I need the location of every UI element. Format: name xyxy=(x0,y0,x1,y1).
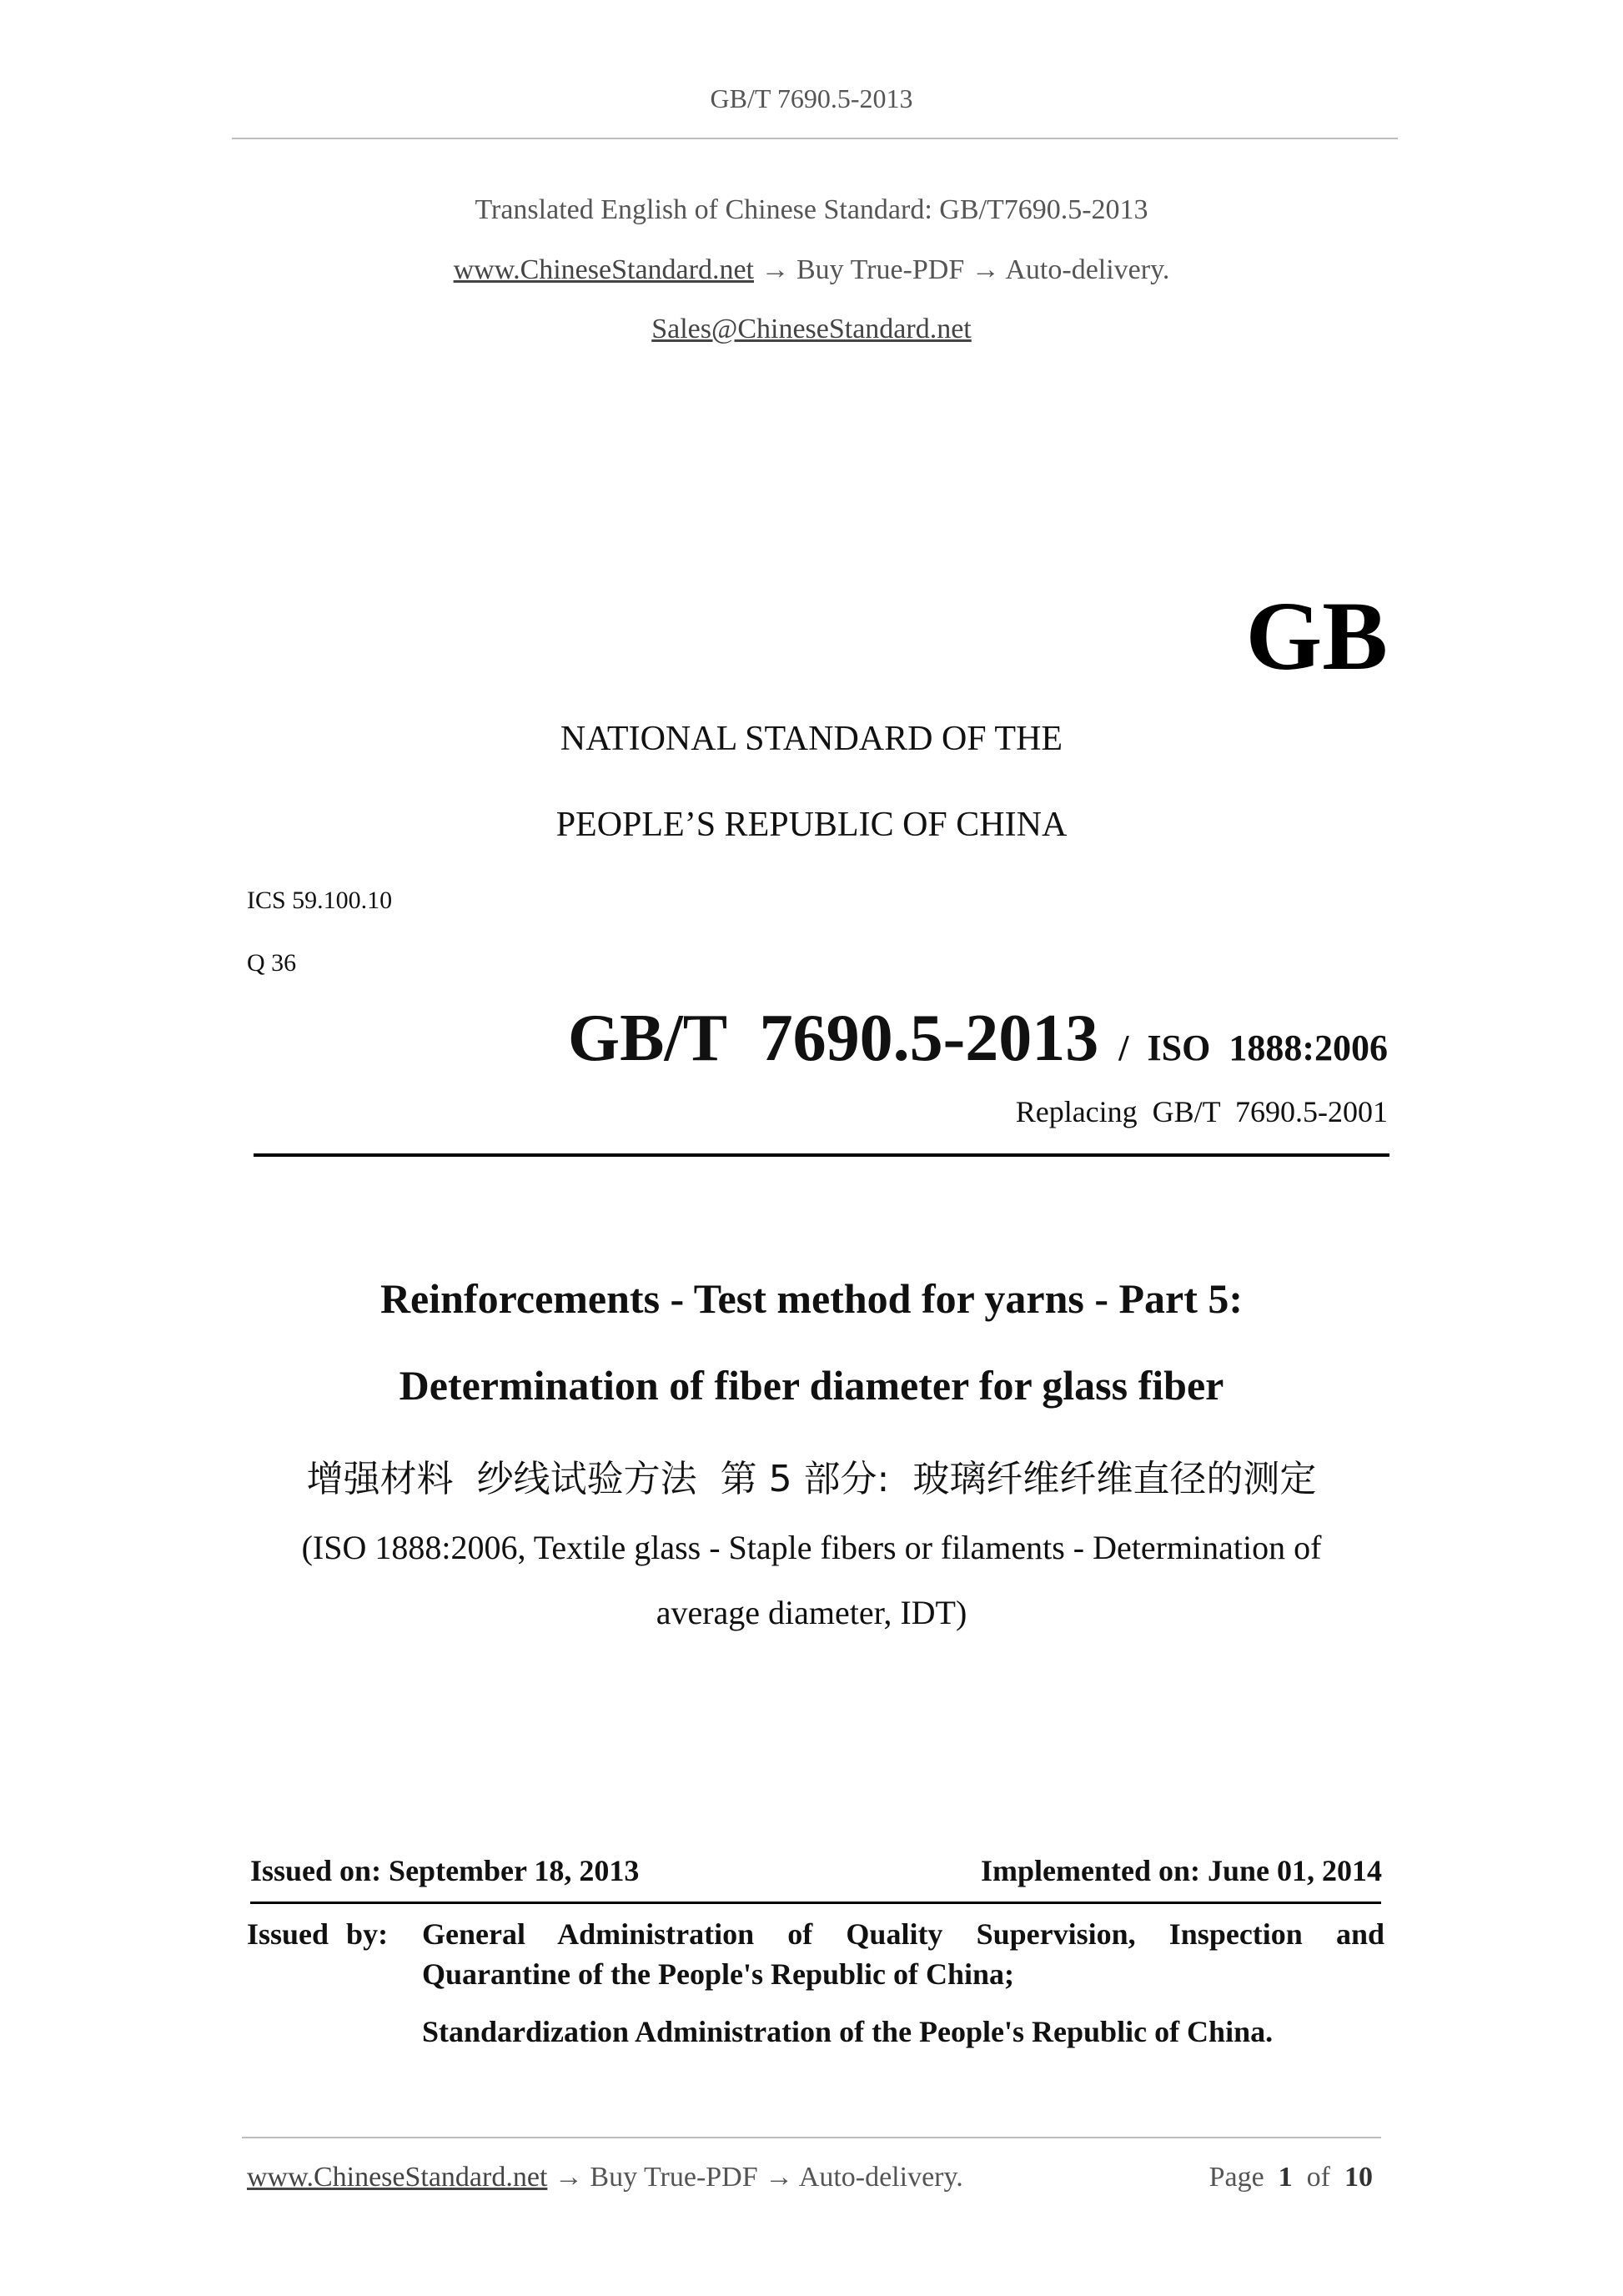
iso-description-line2: average diameter, IDT) xyxy=(656,1594,967,1631)
standard-number: GB/T 7690.5-2013 xyxy=(567,1002,1099,1075)
footer-rule xyxy=(242,2137,1381,2138)
classification-code: Q 36 xyxy=(247,949,297,977)
ics-code: ICS 59.100.10 xyxy=(247,887,393,914)
page-indicator xyxy=(1209,2162,1373,2193)
footer-purchase-notice xyxy=(247,2162,963,2193)
header-rule xyxy=(232,138,1398,139)
page-of: of xyxy=(1306,2162,1330,2193)
page-word: Page xyxy=(1208,2162,1264,2193)
national-standard-line1: NATIONAL STANDARD OF THE xyxy=(560,720,1063,758)
issuer-line3: Standardization Administration of the People's Republic of China. xyxy=(422,2015,1274,2048)
page-total: 10 xyxy=(1344,2162,1373,2193)
title-english-line1: Reinforcements - Test method for yarns - Part 5: xyxy=(379,1275,1244,1322)
implemented-on-date: Implemented on: June 01, 2014 xyxy=(980,1854,1382,1887)
iso-description-line1: (ISO 1888:2006, Textile glass - Staple fibers or filaments - Determination of xyxy=(301,1529,1322,1566)
gb-logo: GB xyxy=(1245,581,1388,691)
issued-by-label: Issued by: xyxy=(247,1917,389,1951)
purchase-text: → Buy True-PDF → Auto-delivery. xyxy=(754,254,1170,285)
page-current: 1 xyxy=(1278,2162,1293,2193)
translation-notice: Translated English of Chinese Standard: GB/T7690.5-2013 xyxy=(475,194,1148,225)
standard-number-row xyxy=(568,1001,1388,1077)
iso-reference: / ISO 1888:2006 xyxy=(1118,1027,1388,1068)
sales-email xyxy=(0,314,1623,345)
title-rule xyxy=(254,1153,1389,1157)
issuer-line2: Quarantine of the People's Republic of China; xyxy=(422,1957,1015,1991)
title-chinese: 增强材料 纱线试验方法 第 5 部分: 玻璃纤维纤维直径的测定 xyxy=(306,1458,1317,1500)
site-link[interactable]: www.ChineseStandard.net xyxy=(453,254,754,285)
running-head: GB/T 7690.5-2013 xyxy=(710,83,913,113)
footer-purchase-text: → Buy True-PDF → Auto-delivery. xyxy=(547,2162,963,2193)
issuer-line1: General Administration of Quality Supervision, Inspection and xyxy=(422,1917,1384,1951)
email-link[interactable]: Sales@ChineseStandard.net xyxy=(651,314,972,344)
purchase-notice xyxy=(0,254,1623,286)
issued-on-date: Issued on: September 18, 2013 xyxy=(250,1854,640,1887)
dates-rule xyxy=(250,1902,1381,1904)
title-english-line2: Determination of fiber diameter for glass fiber xyxy=(399,1362,1224,1409)
replacing-standard: Replacing GB/T 7690.5-2001 xyxy=(1015,1095,1388,1128)
footer-site-link[interactable]: www.ChineseStandard.net xyxy=(247,2162,548,2193)
national-standard-line2: PEOPLE’S REPUBLIC OF CHINA xyxy=(555,806,1068,844)
